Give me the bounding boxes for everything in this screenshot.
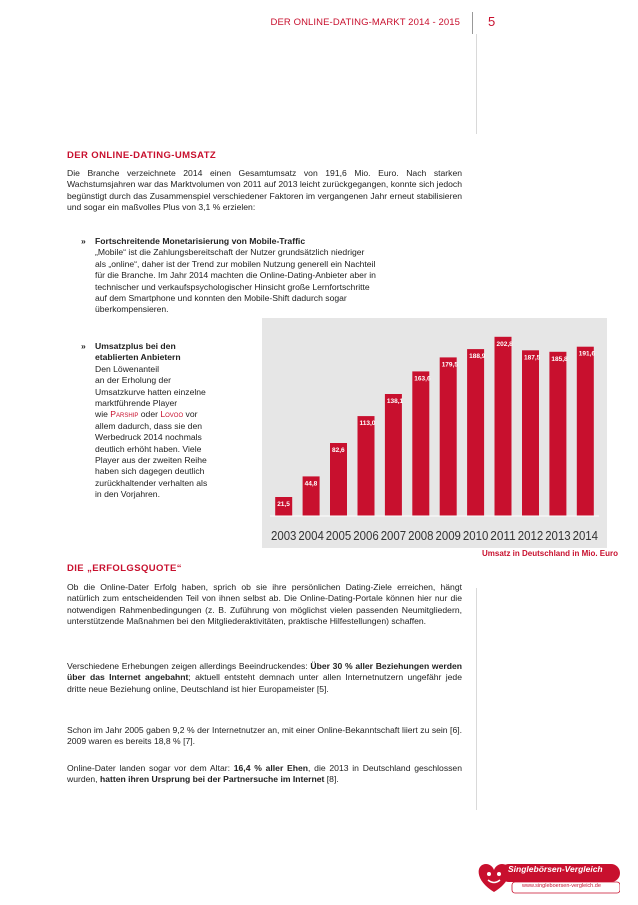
bar-value-label: 44,8 <box>304 480 318 488</box>
x-tick-label: 2012 <box>517 528 544 543</box>
p2-text-a: Verschiedene Erhebungen zeigen allerdings Beeindruckendes: <box>67 661 311 671</box>
bar-value-label: 138,1 <box>386 398 404 405</box>
heart-icon <box>479 864 510 892</box>
bullet-anbieter-line: allem dadurch, dass sie den <box>95 420 203 431</box>
p4-text-e: [8]. <box>324 774 339 785</box>
p4-highlight-ehen: 16,4 % aller Ehen <box>233 763 309 773</box>
bar-value-label: 188,9 <box>469 353 486 361</box>
brand-lovoo: Lovoo <box>160 409 184 420</box>
x-tick-label: 2010 <box>462 528 489 543</box>
brand-parship: Parship <box>110 409 139 420</box>
x-tick-label: 2009 <box>435 528 461 543</box>
text-wie: wie <box>95 409 108 420</box>
header-divider <box>472 12 473 34</box>
bullet-mark: » <box>81 341 86 351</box>
bullet-anbieter-brands-line <box>95 409 255 420</box>
bullet-mark: » <box>81 236 86 246</box>
x-tick-label: 2004 <box>298 528 324 543</box>
bar-value-label: 191,6 <box>578 350 596 358</box>
text-vor: vor <box>185 409 198 420</box>
bullet-anbieter-heading-2: etablierten Anbietern <box>95 352 181 363</box>
bar-value-label: 185,8 <box>551 355 568 363</box>
bullet-mobile-line: überkompensieren. <box>95 304 169 315</box>
x-tick-label: 2011 <box>490 528 516 543</box>
section-title-erfolgsquote: DIE „ERFOLGSQUOTE“ <box>67 563 182 574</box>
bar-2006 <box>358 416 375 516</box>
x-tick-label: 2003 <box>271 528 297 543</box>
bullet-anbieter-line: an der Erholung der <box>95 375 171 386</box>
bullet-anbieter-heading-1: Umsatzplus bei den <box>95 341 176 351</box>
bullet-anbieter-line: haben sich dagegen deutlich <box>95 466 205 477</box>
bullet-anbieter <box>81 341 255 501</box>
revenue-bar-chart <box>262 318 607 548</box>
bullet-anbieter-line: deutlich erhöht haben. Viele <box>95 443 202 454</box>
running-header: DER ONLINE-DATING-MARKT 2014 - 2015 <box>270 17 460 28</box>
bar-2010 <box>467 349 484 516</box>
page-number: 5 <box>488 14 496 29</box>
bar-value-label: 179,5 <box>441 361 458 369</box>
bullet-mobile-line: als „online“, daher ist der Trend zur mobilen Nutzung generell ein Nachteil <box>95 258 376 269</box>
bar-2014 <box>577 347 594 516</box>
bar-value-label: 187,5 <box>524 354 541 362</box>
column-rule-top <box>476 34 477 134</box>
p2-highlight: Über 30 % aller Beziehungen werden über das Internet angebahnt <box>67 661 462 683</box>
bar-2012 <box>522 350 539 516</box>
bar-2013 <box>549 352 566 516</box>
bullet-anbieter-line: Den Löwenanteil <box>95 363 160 374</box>
bullet-mobile-line: „Mobile“ ist die Zahlungsbereitschaft der Nutzer grundsätzlich niedriger <box>95 247 365 258</box>
section-title-umsatz: DER ONLINE-DATING-UMSATZ <box>67 150 217 161</box>
bullet-anbieter-line: Werbedruck 2014 nochmals <box>95 432 202 443</box>
bar-2007 <box>385 394 402 516</box>
bar-2009 <box>440 357 457 516</box>
bar-value-label: 163,6 <box>414 375 431 383</box>
erfolg-paragraph-1: Ob die Online-Dater Erfolg haben, sprich ob sie ihre persönlichen Dating-Ziele erreichen, hängt natürlich zum entscheidenden Teil von ihnen selbst ab. Die Online-Dating-Portale können hier nur die notwendigen Rahmenbedingungen (z. B. Zuführung von möglichst vielen passenden Neumitgliedern, unterstützende Maßnahmen bei den Mitgliederaktivitäten, praktische Hilfestellungen) schaffen. <box>67 582 462 627</box>
bar-value-label: 202,8 <box>496 340 513 348</box>
bullet-anbieter-line: Umsatzkurve hatten einzelne <box>95 386 206 397</box>
bullet-mobile-line: technischer und verkaufspsychologischer Hinsicht große Lernfortschritte <box>95 281 370 292</box>
erfolg-paragraph-3: Schon im Jahr 2005 gaben 9,2 % der Internetnutzer an, mit einer Online-Bekanntschaft liiert zu sein [6]. 2009 waren es bereits 18,8 % [7]. <box>67 725 462 747</box>
bar-value-label: 21,5 <box>277 501 290 508</box>
p4-text-a: Online-Dater landen sogar vor dem Altar: <box>67 763 234 773</box>
logo-wordmark: Singlebörsen-Vergleich <box>508 864 603 874</box>
text-oder: oder <box>140 409 158 420</box>
x-tick-label: 2005 <box>325 528 352 543</box>
erfolg-paragraph-4 <box>67 763 462 786</box>
bullet-mobile-line: für die Branche. Im Jahr 2014 machten die Online-Dating-Anbieter aber in <box>95 270 376 281</box>
bullet-mobile-line: auf dem Smartphone und konnten den Mobile-Shift dadurch sogar <box>95 293 347 304</box>
erfolg-paragraph-2 <box>67 661 462 695</box>
bullet-anbieter-line: marktführende Player <box>95 398 178 409</box>
bullet-mobile-heading: Fortschreitende Monetarisierung von Mobile-Traffic <box>95 236 306 246</box>
logo-url: www.singleboersen-vergleich.de <box>522 883 601 889</box>
p4-text-c: , die 2013 in Deutschland geschlossen wurden, <box>67 763 462 785</box>
x-tick-label: 2008 <box>408 528 434 543</box>
x-tick-label: 2014 <box>572 528 598 543</box>
bar-value-label: 113,0 <box>359 420 376 428</box>
p2-text-c: ; aktuell entsteht demnach unter allen Internetnutzern ungefähr jede dritte neue Beziehung online, Deutschland ist hier Europameister [5]. <box>67 672 462 694</box>
revenue-bar-chart-svg <box>262 318 607 548</box>
x-tick-label: 2007 <box>380 528 407 543</box>
x-tick-label: 2006 <box>353 528 379 543</box>
bullet-mobile <box>81 236 376 316</box>
bullet-anbieter-line: zurückhaltender verhalten als <box>95 477 208 488</box>
column-rule-bottom <box>476 588 477 810</box>
intro-paragraph: Die Branche verzeichnete 2014 einen Gesamtumsatz von 191,6 Mio. Euro. Nach starken Wachstumsjahren war das Marktvolumen von 2011 auf 2013 leicht zurückgegangen, konnte sich jedoch begünstigt durch das Zusammenspiel verschiedener Faktoren im vergangenen Jahr erneut stabilisieren und sogar ein maßvolles Plus von 3,1 % erzielen: <box>67 168 462 213</box>
bar-2011 <box>495 337 512 516</box>
bullet-anbieter-line: in den Vorjahren. <box>95 489 160 500</box>
chart-caption: Umsatz in Deutschland in Mio. Euro <box>482 549 619 558</box>
p4-highlight-ursprung: hatten ihren Ursprung bei der Partnersuche im Internet <box>99 774 325 785</box>
bullet-anbieter-line: Player aus der zweiten Reihe <box>95 455 207 466</box>
x-tick-label: 2013 <box>545 528 571 543</box>
bar-2008 <box>412 371 429 516</box>
bar-value-label: 82,6 <box>332 447 345 454</box>
